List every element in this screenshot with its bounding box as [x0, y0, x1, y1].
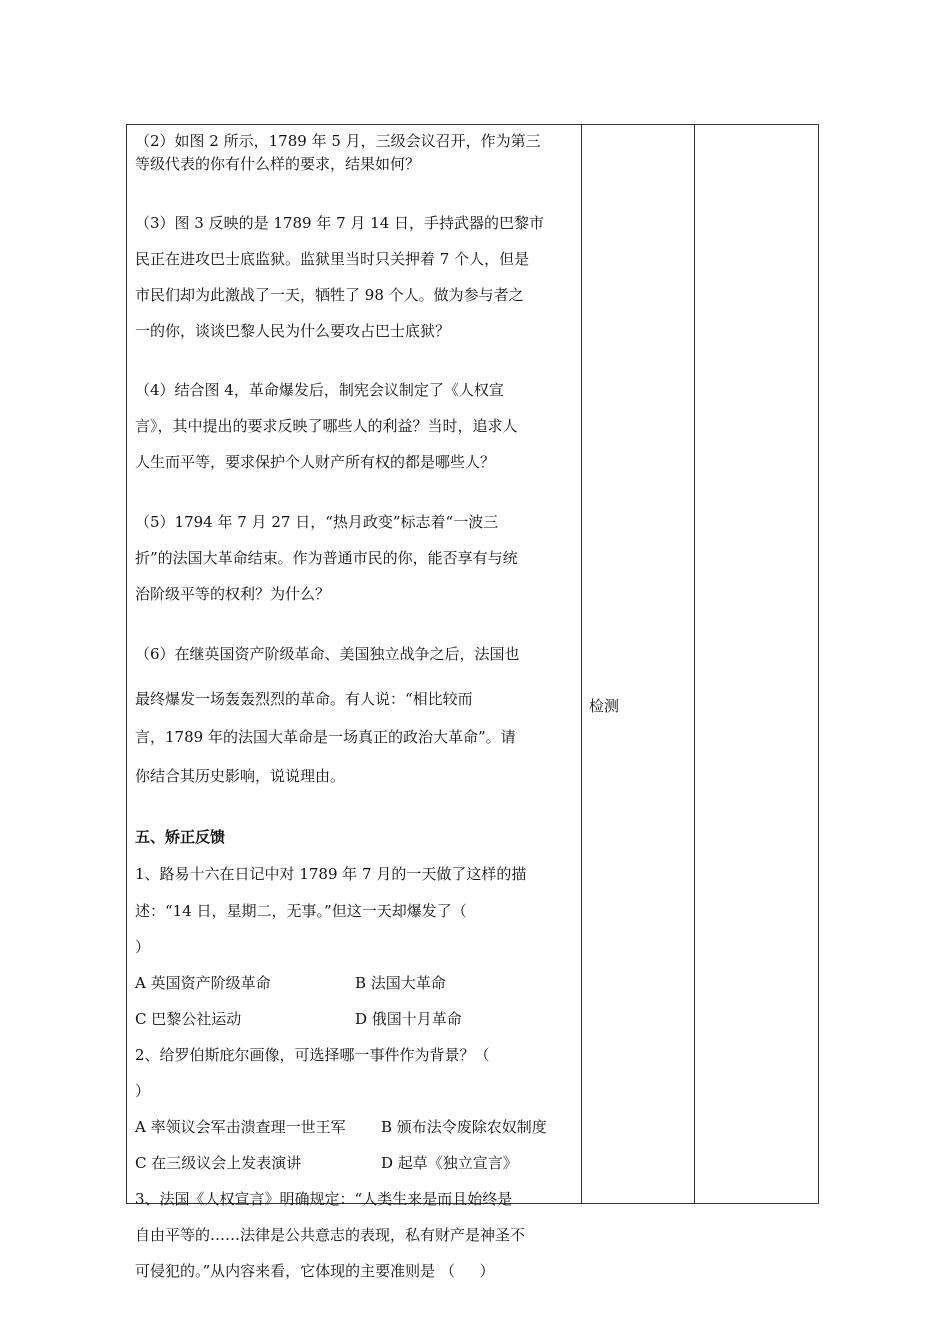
- q6-line-2: 最终爆发一场轰轰烈烈的革命。有人说：“相比较而: [135, 690, 473, 708]
- q3-line-2: 民正在进攻巴士底监狱。监狱里当时只关押着 7 个人，但是: [135, 250, 530, 268]
- e2-line-2: ）: [135, 1082, 151, 1100]
- e1-option-a: A 英国资产阶级革命: [135, 974, 271, 992]
- e3-line-3: 可侵犯的。”从内容来看，它体现的主要准则是 （ ）: [135, 1262, 495, 1280]
- e1-line-2: 述：“14 日，星期二，无事。”但这一天却爆发了（: [135, 902, 467, 920]
- q3-line-3: 市民们却为此激战了一天，牺牲了 98 个人。做为参与者之: [135, 286, 524, 304]
- q6-line-3: 言，1789 年的法国大革命是一场真正的政治大革命”。请: [135, 728, 516, 746]
- e1-option-c: C 巴黎公社运动: [135, 1010, 242, 1028]
- q4-line-1: （4）结合图 4，革命爆发后，制宪会议制定了《人权宣: [135, 381, 504, 399]
- q4-line-2: 言》，其中提出的要求反映了哪些人的利益？当时，追求人: [135, 417, 518, 435]
- e1-option-d: D 俄国十月革命: [355, 1010, 462, 1028]
- e2-option-a: A 率领议会军击溃查理一世王军: [135, 1118, 346, 1136]
- q3-line-4: 一的你，谈谈巴黎人民为什么要攻占巴士底狱？: [135, 322, 451, 340]
- e2-option-b: B 颁布法令废除农奴制度: [381, 1118, 547, 1136]
- q5-line-1: （5）1794 年 7 月 27 日，“热月政变”标志着“一波三: [135, 513, 499, 531]
- q6-line-1: （6）在继英国资产阶级革命、美国独立战争之后，法国也: [135, 645, 520, 663]
- e2-line-1: 2、给罗伯斯庇尔画像，可选择哪一事件作为背景？（: [135, 1046, 490, 1064]
- e3-line-1: 3、法国《人权宣言》明确规定：“人类生来是而且始终是: [135, 1190, 513, 1208]
- q4-line-3: 人生而平等，要求保护个人财产所有权的都是哪些人？: [135, 453, 496, 471]
- q2-line-1: （2）如图 2 所示，1789 年 5 月，三级会议召开，作为第三: [135, 132, 541, 150]
- column-divider-1: [581, 125, 582, 1203]
- worksheet-table: [126, 124, 819, 1280]
- section-title: 五、矫正反馈: [135, 828, 226, 846]
- column-divider-2: [694, 125, 695, 1203]
- e1-line-1: 1、路易十六在日记中对 1789 年 7 月的一天做了这样的描: [135, 865, 527, 883]
- e1-option-b: B 法国大革命: [355, 974, 446, 992]
- e1-line-3: ）: [135, 938, 151, 956]
- e2-option-d: D 起草《独立宣言》: [381, 1154, 518, 1172]
- q6-line-4: 你结合其历史影响，说说理由。: [135, 767, 346, 785]
- q5-line-3: 治阶级平等的权利？为什么？: [135, 585, 331, 603]
- q2-line-2: 等级代表的你有什么样的要求，结果如何？: [135, 155, 421, 173]
- e2-option-c: C 在三级议会上发表演讲: [135, 1154, 302, 1172]
- q3-line-1: （3）图 3 反映的是 1789 年 7 月 14 日，手持武器的巴黎市: [135, 214, 545, 232]
- q5-line-2: 折”的法国大革命结束。作为普通市民的你，能否享有与统: [135, 549, 518, 567]
- side-label: 检测: [589, 697, 620, 715]
- e3-line-2: 自由平等的……法律是公共意志的表现，私有财产是神圣不: [135, 1226, 526, 1244]
